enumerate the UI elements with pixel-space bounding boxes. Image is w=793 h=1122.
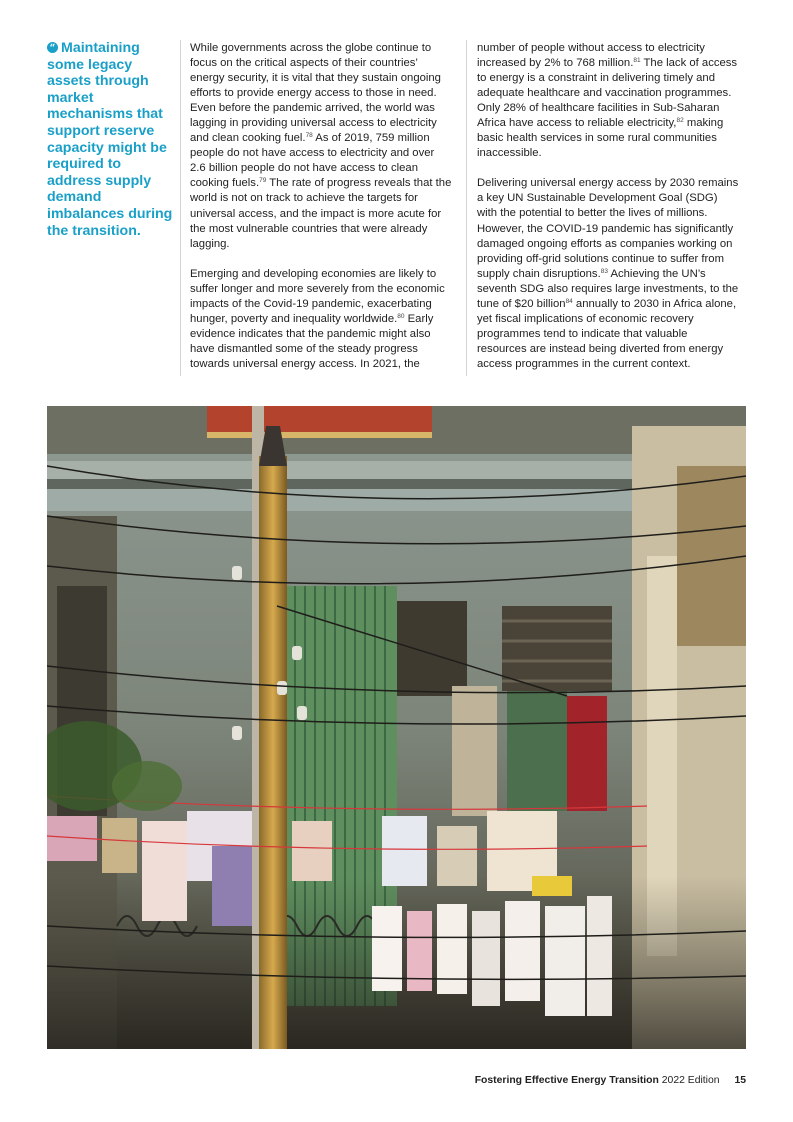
column-divider [180, 40, 181, 376]
page-number: 15 [734, 1075, 746, 1086]
column-divider [466, 40, 467, 376]
body-column-right [477, 41, 739, 387]
paragraph: Emerging and developing economies are likely to suffer longer and more severely from the economic impacts of the Covid-19 pandemic, exacerbating hunger, poverty and inequality worldwide.$^{80}$ Early evidence indicates that the pandemic might also have dismantled some of the steady progress towards universal energy access. In 2021, the [190, 267, 445, 370]
pull-quote [47, 40, 175, 239]
body-column-left [190, 41, 452, 387]
footnote-ref: 84 [565, 297, 573, 305]
report-title: Fostering Effective Energy Transition [474, 1075, 659, 1086]
pull-quote-text: Maintaining some legacy assets through market mechanisms that support reserve capacity might be required to address supply demand imbalances during the transition. [47, 40, 173, 239]
footnote-ref: 82 [676, 117, 684, 125]
footnote-ref: 81 [633, 57, 641, 65]
footnote-ref: 79 [259, 177, 267, 185]
page-footer [475, 1075, 746, 1086]
footnote-ref: 80 [397, 312, 405, 320]
paragraph: number of people without access to electricity increased by 2% to 768 million.$^{81}$ The lack of access to energy is a constraint in delivering timely and adequate healthcare and vaccination programmes. Only 28% of healthcare facilities in Sub-Saharan Africa have access to reliable electricity,$^{82}$ making basic health services in some rural communities inaccessible. [477, 42, 738, 160]
footnote-ref: 78 [305, 132, 313, 140]
report-edition: 2022 Edition [661, 1075, 720, 1086]
footnote-ref: 83 [600, 267, 608, 275]
paragraph: While governments across the globe continue to focus on the critical aspects of their countries’ energy security, it is vital that they sustain ongoing efforts to provide energy access to those in need. Even before the pandemic arrived, the world was lagging in providing universal access to electricity and clean cooking fuel.$^{78}$ As of 2019, 759 million people do not have access to electricity and over 2.6 billion people do not have access to clean cooking fuels.$^{79}$ The rate of progress reveals that the world is not on track to achieve the targets for universal access, and the impact is more acute for the most vulnerable countries that were already lagging. [190, 42, 452, 250]
street-photo [47, 406, 746, 1049]
quote-icon: “ [47, 42, 58, 53]
street-photo-illustration [47, 406, 746, 1049]
paragraph: Delivering universal energy access by 2030 remains a key UN Sustainable Development Goal (SDG) with the potential to better the lives of millions. However, the COVID-19 pandemic has significantly damaged ongoing efforts as companies working on providing off-grid solutions continue to suffer from supply chain disruptions.$^{83}$ Achieving the UN’s seventh SDG also requires large investments, to the tune of $20 billion$^{84}$ annually to 2030 in Africa alone, yet fiscal implications of economic recovery programmes tend to indicate that valuable resources are instead being diverted from energy access programmes in the current context. [477, 177, 739, 370]
